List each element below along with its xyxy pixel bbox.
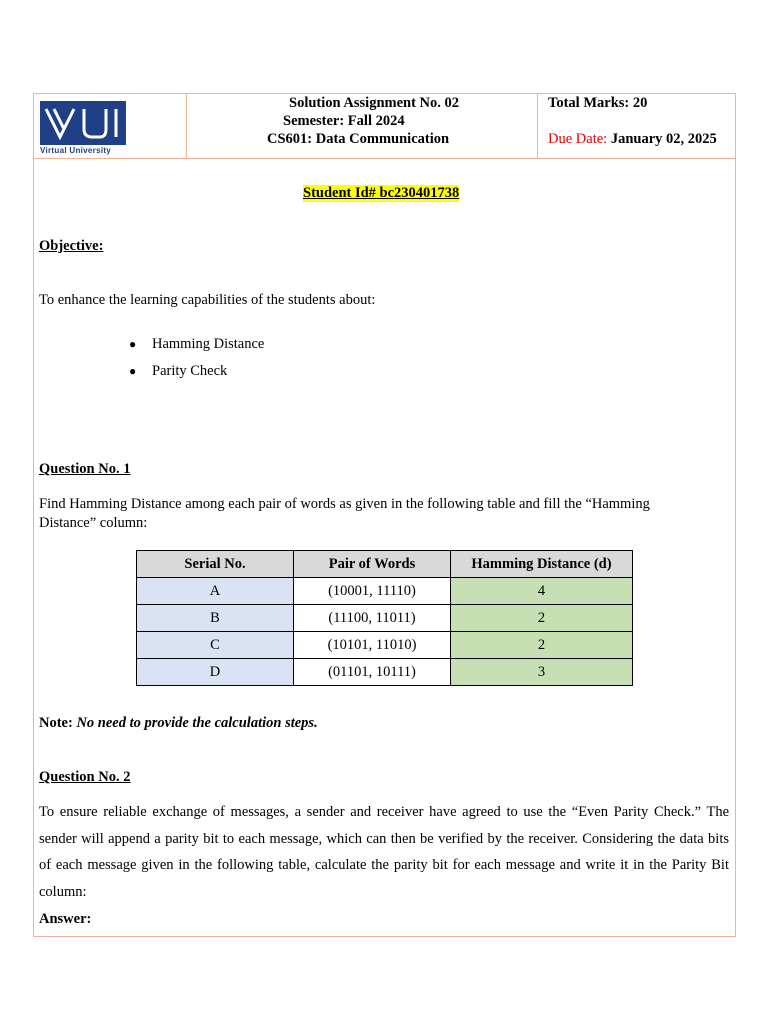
note-text: No need to provide the calculation steps.: [76, 715, 318, 731]
question-2-heading: Question No. 2: [39, 769, 131, 785]
table-row: [137, 632, 633, 659]
total-marks: Total Marks: 20: [548, 95, 648, 111]
answer-label: Answer:: [39, 911, 92, 927]
table-header-row: [137, 551, 633, 578]
distance-cell: 3: [451, 659, 633, 686]
pair-cell: (11100, 11011): [294, 605, 451, 632]
logo-cell: [34, 94, 187, 158]
serial-cell: D: [137, 659, 294, 686]
due-date-value: January 02, 2025: [610, 131, 717, 147]
question-1-text: Distance” column:: [39, 515, 148, 531]
distance-cell: 2: [451, 605, 633, 632]
vu-logo-mark: [40, 101, 126, 145]
table-row: [137, 605, 633, 632]
hamming-table: [136, 550, 633, 686]
question-1-text: Find Hamming Distance among each pair of words as given in the following table and fill the “Hamming: [39, 496, 650, 512]
table-row: [137, 659, 633, 686]
objective-heading: Objective:: [39, 238, 104, 254]
logo-text: Virtual University: [40, 146, 112, 155]
header-table: [34, 94, 735, 159]
note-label: Note:: [39, 715, 73, 731]
distance-cell: 4: [451, 578, 633, 605]
column-header: Pair of Words: [294, 551, 451, 578]
objective-intro: To enhance the learning capabilities of the students about:: [39, 292, 376, 308]
bullet-item: Hamming Distance: [152, 336, 265, 352]
serial-cell: A: [137, 578, 294, 605]
pair-cell: (10001, 11110): [294, 578, 451, 605]
vu-logo: [40, 101, 126, 157]
bullet-icon: ●: [129, 337, 137, 351]
column-header: Hamming Distance (d): [451, 551, 633, 578]
pair-cell: (10101, 11010): [294, 632, 451, 659]
question-2-text: To ensure reliable exchange of messages, a sender and receiver have agreed to use the “Even Parity Check.” The sender will append a parity bit to each message, which can then be verified by the receiver. Considering the data bits of each message given in the following table, calculate the parity bit for each message and write it in the Parity Bit column:: [39, 804, 729, 900]
header-right: [537, 94, 736, 158]
bullet-item: Parity Check: [152, 363, 228, 379]
table-row: [137, 578, 633, 605]
course-title: CS601: Data Communication: [267, 131, 450, 147]
pair-cell: (01101, 10111): [294, 659, 451, 686]
distance-cell: 2: [451, 632, 633, 659]
column-header: Serial No.: [137, 551, 294, 578]
student-id: Student Id# bc230401738: [303, 185, 460, 201]
semester: Semester: Fall 2024: [283, 113, 405, 129]
assignment-title: Solution Assignment No. 02: [289, 95, 460, 111]
serial-cell: C: [137, 632, 294, 659]
bullet-icon: ●: [129, 364, 137, 378]
due-date: [548, 131, 717, 148]
note: [39, 715, 318, 732]
question-1-heading: Question No. 1: [39, 461, 131, 477]
due-date-label: Due Date:: [548, 131, 608, 147]
serial-cell: B: [137, 605, 294, 632]
